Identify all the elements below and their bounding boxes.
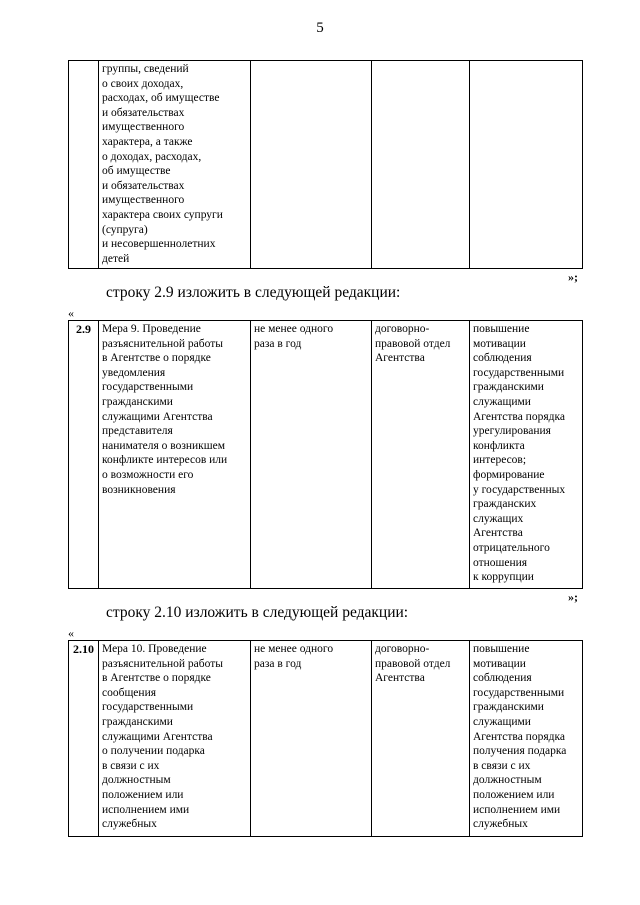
deadline-cell: не менее одного раза в год — [251, 321, 372, 589]
row-number: 2.10 — [69, 641, 99, 837]
table-row-continuation — [68, 60, 583, 269]
measure-cell: Мера 9. Проведение разъяснительной работы в Агентстве о порядке уведомления государственными гражданскими служащими Агентства представителя нанимателя о возникшем конфликте интересов или о возможности его возникновения — [99, 321, 251, 589]
result-cell: повышение мотивации соблюдения государственными гражданскими служащими Агентства порядка урегулирования конфликта интересов; формирование у государственных гражданских служащих Агентства отрицательного отношения к коррупции — [470, 321, 583, 589]
result-cell — [470, 61, 583, 269]
result-cell: повышение мотивации соблюдения государственными гражданскими служащими Агентства порядка получения подарка в связи с их должностным положением или исполнением ими служебных — [470, 641, 583, 837]
responsible-cell: договорно- правовой отдел Агентства — [372, 321, 470, 589]
closing-quote: »; — [568, 590, 578, 604]
instruction-text: строку 2.10 изложить в следующей редакции: — [106, 604, 409, 621]
responsible-cell: договорно- правовой отдел Агентства — [372, 641, 470, 837]
deadline-cell — [251, 61, 372, 269]
table-row-2-10 — [68, 640, 583, 837]
deadline-cell: не менее одного раза в год — [251, 641, 372, 837]
page-number: 5 — [316, 20, 324, 36]
closing-quote: »; — [568, 270, 578, 284]
measure-cell: Мера 10. Проведение разъяснительной работы в Агентстве о порядке сообщения государственными гражданскими служащими Агентства о получении подарка в связи с их должностным положением или исполнением ими служебных — [99, 641, 251, 837]
measure-cell: группы, сведений о своих доходах, расходах, об имуществе и обязательствах имущественного характера, а также о доходах, расходах, об имуществе и обязательствах имущественного характера своих супруги (супруга) и несовершеннолетних детей — [99, 61, 251, 269]
opening-quote: « — [68, 306, 74, 320]
instruction-text: строку 2.9 изложить в следующей редакции: — [106, 284, 401, 301]
row-number — [69, 61, 99, 269]
table-row-2-9 — [68, 320, 583, 589]
opening-quote: « — [68, 626, 74, 640]
responsible-cell — [372, 61, 470, 269]
row-number: 2.9 — [69, 321, 99, 589]
